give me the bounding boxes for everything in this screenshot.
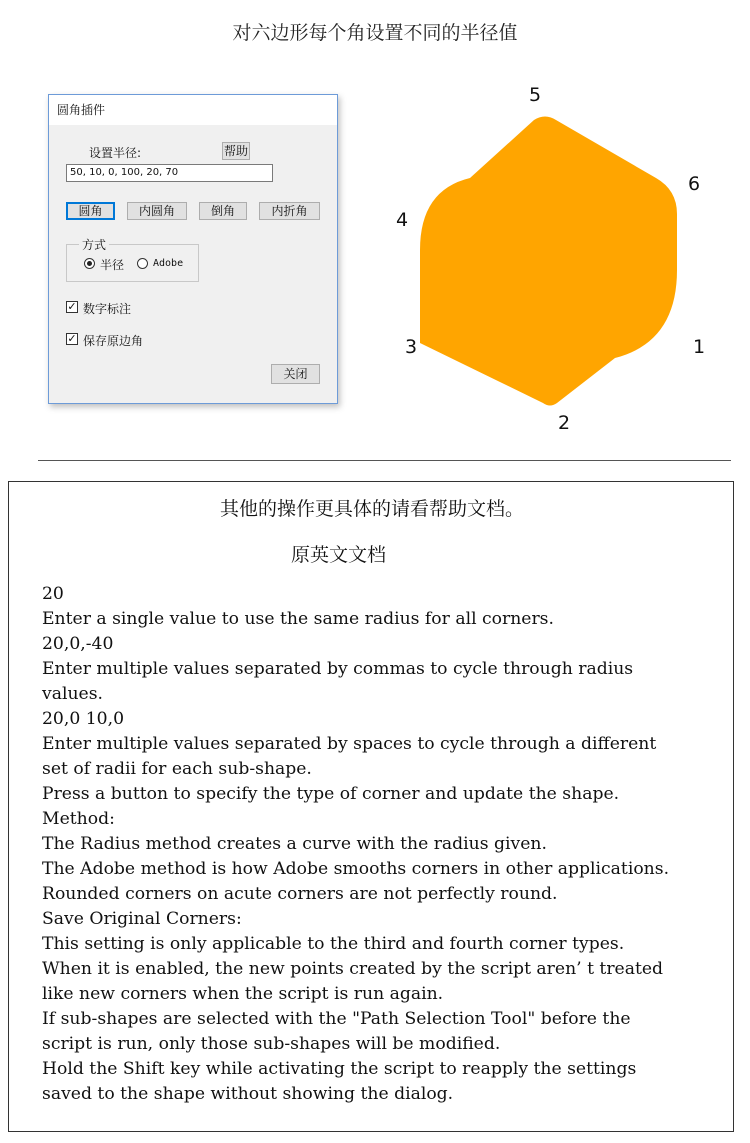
doc-line: If sub-shapes are selected with the "Path Selection Tool" before the <box>42 1009 631 1029</box>
radius-method-radio[interactable] <box>84 258 95 269</box>
rounded-hexagon-shape <box>420 117 677 406</box>
method-group-legend: 方式 <box>79 236 109 253</box>
help-button[interactable]: 帮助 <box>223 144 248 158</box>
rounded-corner-dialog <box>48 94 338 404</box>
hexagon-preview <box>380 70 740 450</box>
radius-label: 设置半径: <box>89 146 142 160</box>
corner-label-6: 6 <box>688 173 701 195</box>
doc-line: Method: <box>42 809 115 829</box>
save-original-corners-label: 保存原边角 <box>83 334 144 348</box>
close-button[interactable]: 关闭 <box>271 364 320 384</box>
corner-label-1: 1 <box>693 336 706 358</box>
doc-line: Enter multiple values separated by commas to cycle through radius <box>42 659 634 679</box>
radius-method-label: 半径 <box>100 258 125 272</box>
doc-line: saved to the shape without showing the dialog. <box>42 1084 454 1104</box>
panel-subheading: 原英文文档 <box>291 544 387 566</box>
documentation-panel <box>8 481 734 1132</box>
doc-line: script is run, only those sub-shapes will be modified. <box>42 1034 501 1054</box>
adobe-method-radio[interactable] <box>137 258 148 269</box>
corner-label-3: 3 <box>405 336 418 358</box>
adobe-method-label: Adobe <box>153 258 184 269</box>
doc-line: Enter a single value to use the same radius for all corners. <box>42 609 554 629</box>
chamfer-corner-button[interactable]: 倒角 <box>199 202 247 220</box>
doc-line: The Adobe method is how Adobe smooths corners in other applications. <box>42 859 670 879</box>
doc-line: When it is enabled, the new points created by the script aren’ t treated <box>42 959 664 979</box>
doc-line: Press a button to specify the type of corner and update the shape. <box>42 784 620 804</box>
hexagon-svg <box>380 70 740 450</box>
corner-label-4: 4 <box>396 209 409 231</box>
doc-line: set of radii for each sub-shape. <box>42 759 312 779</box>
inset-corner-button[interactable]: 内折角 <box>259 202 320 220</box>
round-corner-button[interactable]: 圆角 <box>66 202 115 220</box>
doc-line: values. <box>42 684 103 704</box>
number-labels-label: 数字标注 <box>83 302 132 316</box>
radius-input[interactable]: 50, 10, 0, 100, 20, 70 <box>66 164 273 182</box>
doc-line: 20,0 10,0 <box>42 709 125 729</box>
corner-label-5: 5 <box>529 84 542 106</box>
documentation-text <box>42 582 732 1107</box>
doc-line: 20,0,-40 <box>42 634 114 654</box>
number-labels-checkbox[interactable]: ✓ <box>67 300 77 313</box>
doc-line: This setting is only applicable to the third and fourth corner types. <box>42 934 625 954</box>
inverted-round-corner-button[interactable]: 内圆角 <box>127 202 187 220</box>
doc-line: Enter multiple values separated by spaces to cycle through a different <box>42 734 657 754</box>
doc-line: Rounded corners on acute corners are not perfectly round. <box>42 884 558 904</box>
doc-line: like new corners when the script is run again. <box>42 984 444 1004</box>
dialog-title: 圆角插件 <box>49 95 337 125</box>
save-original-corners-checkbox[interactable]: ✓ <box>67 332 77 345</box>
section-divider <box>38 460 731 461</box>
doc-line: 20 <box>42 584 64 604</box>
page-title: 对六边形每个角设置不同的半径值 <box>232 22 518 44</box>
doc-line: Hold the Shift key while activating the script to reapply the settings <box>42 1059 637 1079</box>
doc-line: The Radius method creates a curve with the radius given. <box>42 834 547 854</box>
corner-label-2: 2 <box>558 412 571 434</box>
doc-line: Save Original Corners: <box>42 909 242 929</box>
panel-heading: 其他的操作更具体的请看帮助文档。 <box>219 498 524 520</box>
